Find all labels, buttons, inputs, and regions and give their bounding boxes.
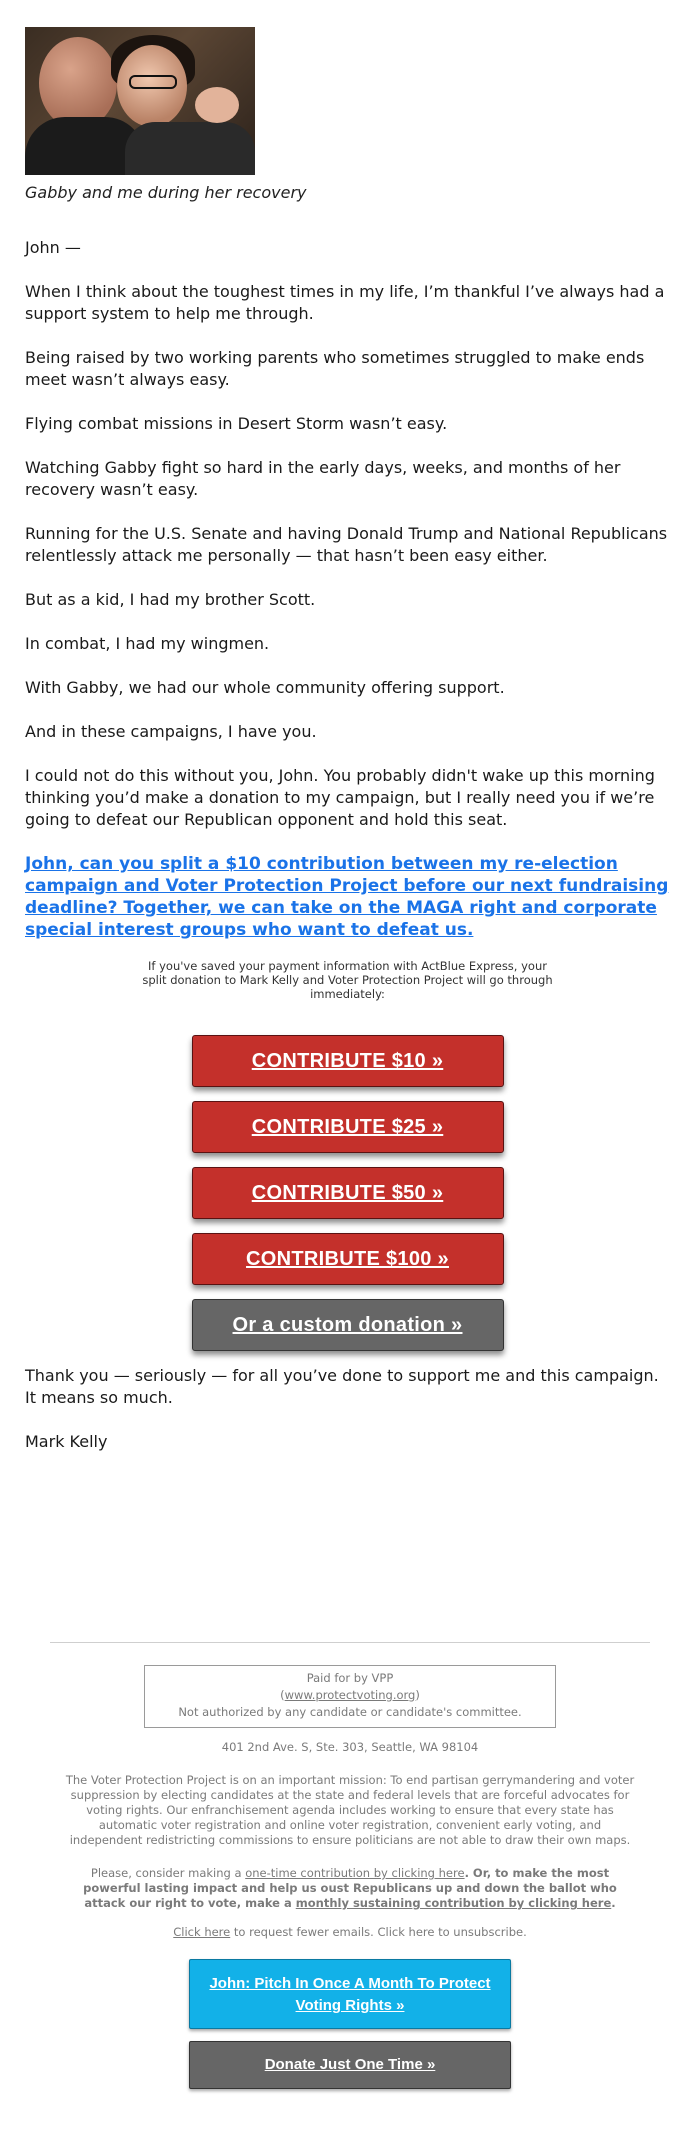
photo-caption: Gabby and me during her recovery [25,183,307,202]
paid-for-website: (www.protectvoting.org) [280,1688,420,1702]
mission-statement: The Voter Protection Project is on an important mission: To end partisan gerrymandering and voter suppression by electing candidates at the state and federal levels that are forceful advocates for voting rights. Our enfranchisement agenda includes working to ensure that every state has automatic voter registration and online voter registration, convenient early voting, and independent redistricting commissions to ensure politicians are not able to draw their own maps. [65,1773,635,1847]
letter-paragraph: Flying combat missions in Desert Storm wasn’t easy. [25,414,448,433]
one-time-contribution-link[interactable]: one-time contribution by clicking here [245,1866,465,1880]
photo-figure-gabby-body [125,122,255,175]
paid-for-line: Paid for by VPP [306,1671,394,1685]
closing-paragraph: Thank you — seriously — for all you’ve done to support me and this campaign. It means so much. [25,1366,659,1407]
one-time-donation-button[interactable]: Donate Just One Time » [189,2041,511,2089]
ask-text: Please, consider making a [90,1866,246,1880]
letter-paragraph: Being raised by two working parents who sometimes struggled to make ends meet wasn’t always easy. [25,348,645,389]
monthly-donation-button[interactable]: John: Pitch In Once A Month To Protect Voting Rights » [189,1959,511,2029]
footer-divider [50,1642,650,1643]
mailing-address: 401 2nd Ave. S, Ste. 303, Seattle, WA 98104 [221,1740,479,1754]
contribute-100-button[interactable]: CONTRIBUTE $100 » [192,1233,504,1285]
salutation: John — [25,238,81,257]
letter-body [25,237,670,1475]
custom-donation-button[interactable]: Or a custom donation » [192,1299,504,1351]
letter-paragraph: But as a kid, I had my brother Scott. [25,590,316,609]
signature: Mark Kelly [25,1432,108,1451]
photo-gabby-and-mark [25,27,255,175]
photo-glasses [129,75,177,89]
letter-paragraph: Watching Gabby fight so hard in the early days, weeks, and months of her recovery wasn’t easy. [25,458,621,499]
contribution-buttons [25,1035,670,1351]
contribute-25-button[interactable]: CONTRIBUTE $25 » [192,1101,504,1153]
contribute-50-button[interactable]: CONTRIBUTE $50 » [192,1167,504,1219]
photo-figure-mark [39,37,117,129]
letter-paragraph: With Gabby, we had our whole community offering support. [25,678,505,697]
letter-paragraph: And in these campaigns, I have you. [25,722,317,741]
not-authorized-line: Not authorized by any candidate or candidate's committee. [178,1705,522,1719]
photo-hand [195,87,239,123]
unsubscribe-text: to request fewer emails. Click here to unsubscribe. [230,1925,527,1939]
vpp-website-link[interactable]: www.protectvoting.org [284,1688,416,1702]
letter-paragraph: In combat, I had my wingmen. [25,634,270,653]
ask-text-bold: . Or, to make the most powerful lasting impact and help us oust Republicans up and down the ballot who attack our right to vote, make a [83,1866,617,1910]
contribute-10-button[interactable]: CONTRIBUTE $10 » [192,1035,504,1087]
letter-paragraph: When I think about the toughest times in my life, I’m thankful I’ve always had a support system to help me through. [25,282,665,323]
letter-paragraph: I could not do this without you, John. You probably didn't wake up this morning thinking you’d make a donation to my campaign, but I really need you if we’re going to defeat our Republican opponent and hold this seat. [25,766,655,829]
letter-paragraph: Running for the U.S. Senate and having Donald Trump and National Republicans relentlessly attack me personally — that hasn’t been easy either. [25,524,668,565]
fewer-emails-link[interactable]: Click here [173,1925,231,1939]
footer [25,1665,675,2089]
actblue-express-note: If you've saved your payment information with ActBlue Express, your split donation to Mark Kelly and Voter Protection Project will go through immediately: [142,959,553,1001]
split-contribution-link[interactable]: John, can you split a $10 contribution between my re-election campaign and Voter Protection Project before our next fundraising deadline? Together, we can take on the MAGA right and corporate special interest groups who want to defeat us. [25,854,669,940]
unsubscribe-line [25,1925,675,1940]
ask-text-end: . [611,1896,616,1910]
donation-ask [65,1866,635,1911]
paid-for-disclaimer [144,1665,556,1728]
monthly-contribution-link[interactable]: monthly sustaining contribution by clicking here [295,1896,612,1910]
